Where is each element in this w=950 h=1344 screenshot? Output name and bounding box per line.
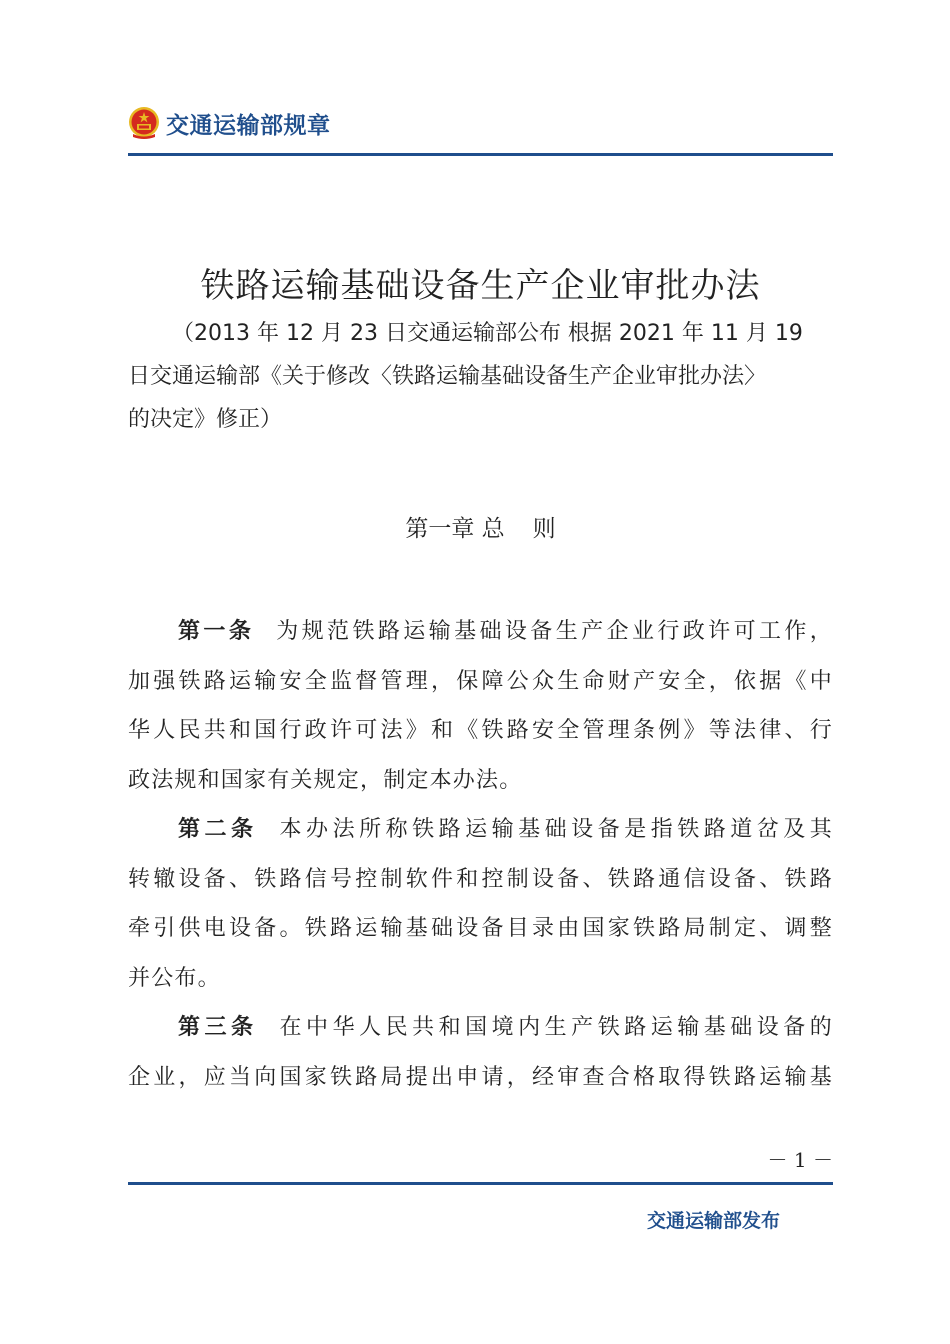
page-header (128, 100, 331, 146)
revision-note-line: 的决定》修正） (128, 407, 283, 432)
article-line: 转辙设备、铁路信号控制软件和控制设备、铁路通信设备、铁路 (128, 866, 833, 892)
chapter-heading (128, 510, 833, 543)
article-label: 第一条 (178, 619, 255, 644)
revision-note-line: 日交通运输部《关于修改〈铁路运输基础设备生产企业审批办法〉 (128, 364, 767, 389)
article-label: 第二条 (178, 817, 258, 842)
publisher-label: 交通运输部发布 (646, 1210, 780, 1232)
revision-note-line: （2013 年 12 月 23 日交通运输部公布 根据 2021 年 11 月 19 (172, 321, 803, 346)
document-title: 铁路运输基础设备生产企业审批办法 (200, 266, 761, 306)
article-line: 政法规和国家有关规定，制定本办法。 (128, 767, 523, 793)
article-label: 第三条 (178, 1015, 258, 1040)
page-number: － 1 － (767, 1148, 833, 1172)
header-title: 交通运输部规章 (166, 112, 331, 139)
article-line: 企业，应当向国家铁路局提出申请，经审查合格取得铁路运输基 (128, 1064, 833, 1090)
footer-divider (128, 1182, 833, 1185)
document-body (128, 607, 833, 1102)
article-line: 第二条 本办法所称铁路运输基础设备是指铁路道岔及其 (178, 817, 833, 842)
revision-note (128, 312, 833, 441)
article-line: 华人民共和国行政许可法》和《铁路安全管理条例》等法律、行 (128, 718, 833, 743)
article-line: 牵引供电设备。铁路运输基础设备目录由国家铁路局制定、调整 (128, 916, 833, 941)
national-emblem-icon (128, 106, 160, 140)
article-line: 第三条 在中华人民共和国境内生产铁路运输基础设备的 (178, 1015, 833, 1040)
chapter-label: 第一章 (405, 516, 475, 542)
article-line: 加强铁路运输安全监督管理，保障公众生命财产安全，依据《中 (128, 668, 833, 694)
chapter-title-word: 总 (481, 516, 505, 542)
header-divider (128, 153, 833, 156)
chapter-title-word: 则 (532, 516, 556, 542)
article-line: 并公布。 (128, 965, 221, 991)
article-line: 第一条 为规范铁路运输基础设备生产企业行政许可工作， (178, 619, 833, 644)
